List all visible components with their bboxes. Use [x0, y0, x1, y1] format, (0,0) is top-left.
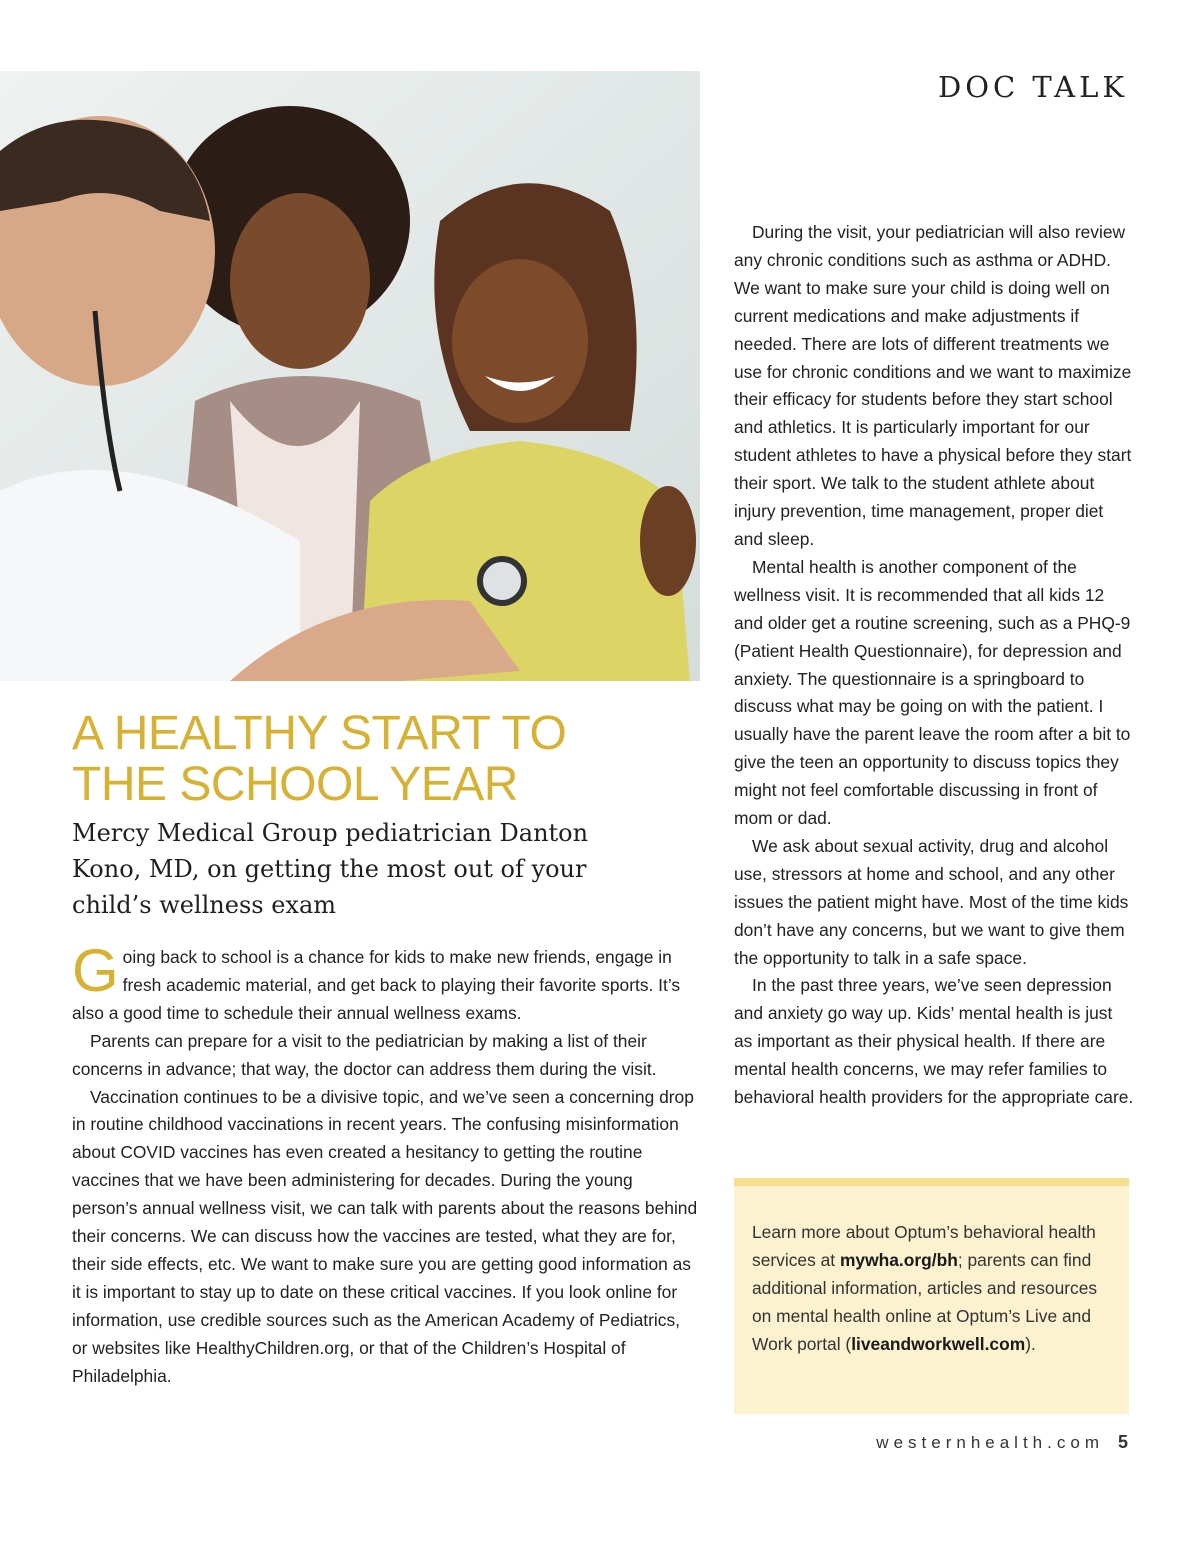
article-title — [72, 708, 692, 810]
section-label: DOC TALK — [937, 70, 1128, 104]
paragraph: During the visit, your pediatrician will also review any chronic conditions such as asthma or ADHD. We want to make sure your child is doing well on current medications and make adjustments if needed. There are lots of different treatments we use for chronic conditions and we want to maximize their efficacy for students before they start school and athletics. It is particularly important for our student athletes to have a physical before they start their sport. We talk to the student athlete about injury prevention, time management, proper diet and sleep. — [734, 222, 1132, 549]
page-footer — [876, 1432, 1128, 1453]
body-column-right — [734, 219, 1134, 1112]
callout-text: Learn more about Optum’s behavioral health services at — [752, 1222, 1096, 1270]
footer-site: westernhealth.com — [876, 1433, 1104, 1452]
paragraph: Parents can prepare for a visit to the pediatrician by making a list of their concerns in advance; that way, the doctor can address them during the visit. — [72, 1030, 657, 1079]
callout-link-bh[interactable]: mywha.org/bh — [839, 1250, 958, 1270]
drop-cap: G — [72, 937, 119, 1004]
paragraph: Vaccination continues to be a divisive topic, and we’ve seen a concerning drop in routine childhood vaccinations in recent years. The confusing misinformation about COVID vaccines has even created a hesitancy to getting the routine vaccines that we have been administering for decades. During the young person’s annual wellness visit, we can talk with parents about the reasons behind their concerns. We can discuss how the vaccines are tested, what they are for, their side effects, etc. We want to make sure you are getting good information as it is important to stay up to date on these critical vaccines. If you look online for information, use credible sources such as the American Academy of Pediatrics, or websites like HealthyChildren.org, or that of the Children’s Hospital of Philadelphia. — [72, 1086, 698, 1386]
title-line-2: THE SCHOOL YEAR — [72, 758, 518, 811]
paragraph-intro-text: oing back to school is a chance for kids to make new friends, engage in fresh academic material, and get back to playing their favorite sports. It’s also a good time to schedule their annual wellness exams. — [72, 947, 681, 1023]
page-number: 5 — [1117, 1432, 1128, 1452]
callout-text: ; parents can find additional information, articles and resources on mental health online at Optum’s Live and Work portal ( — [752, 1250, 1098, 1354]
paragraph-intro — [72, 937, 700, 1028]
article-subtitle: Mercy Medical Group pediatrician Danton Kono, MD, on getting the most out of your child’s wellness exam — [72, 819, 589, 919]
body-column-left — [72, 937, 700, 1391]
callout-text: ). — [1025, 1334, 1036, 1354]
title-line-1: A HEALTHY START TO — [72, 707, 567, 760]
callout-box — [734, 1178, 1129, 1414]
paragraph: We ask about sexual activity, drug and alcohol use, stressors at home and school, and any other issues the patient might have. Most of the time kids don’t have any concerns, but we want to give them the opportunity to talk in a safe space. — [734, 835, 1129, 968]
callout-link-liveandworkwell[interactable]: liveandworkwell.com — [851, 1334, 1026, 1354]
paragraph: In the past three years, we’ve seen depression and anxiety go way up. Kids’ mental health is just as important as their physical health. If there are mental health concerns, we may refer families to behavioral health providers for the appropriate care. — [734, 975, 1134, 1108]
paragraph: Mental health is another component of the wellness visit. It is recommended that all kids 12 and older get a routine screening, such as a PHQ-9 (Patient Health Questionnaire), for depression and anxiety. The questionnaire is a springboard to discuss what may be going on with the patient. I usually have the parent leave the room after a bit to give the teen an opportunity to discuss topics they might not feel comfortable discussing in front of mom or dad. — [734, 556, 1131, 829]
hero-photo — [0, 71, 700, 681]
doctor-patient-illustration — [0, 71, 700, 681]
